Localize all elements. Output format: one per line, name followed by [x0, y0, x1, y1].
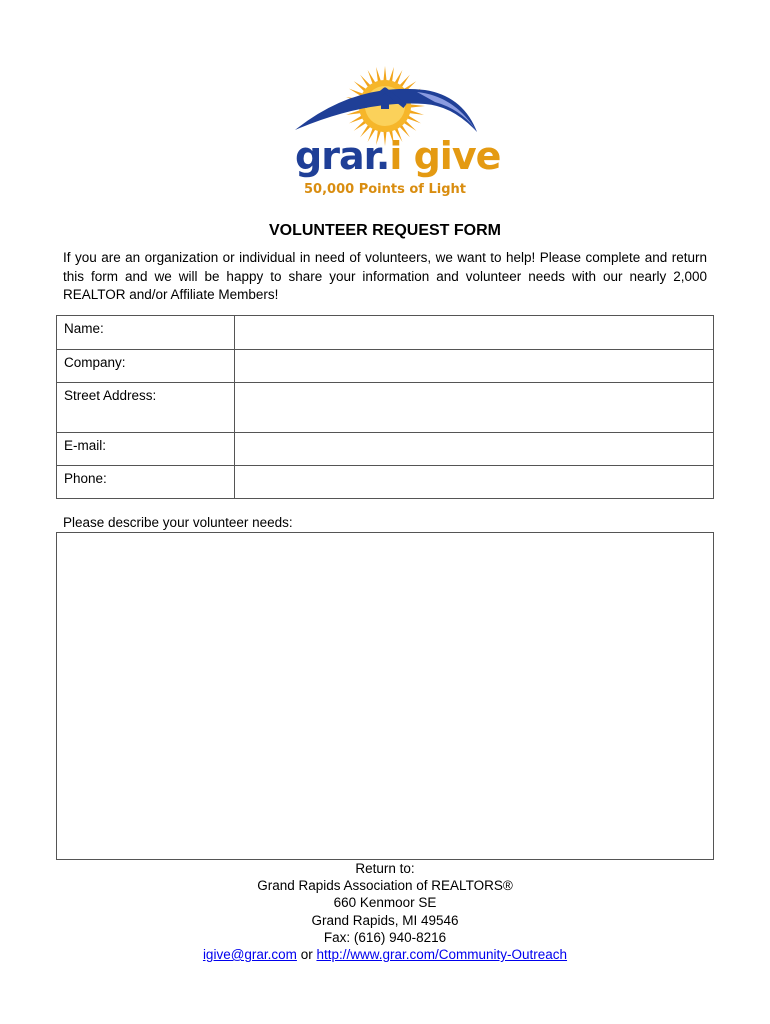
table-row — [57, 466, 714, 499]
email-field[interactable] — [235, 433, 714, 466]
phone-label: Phone: — [57, 466, 235, 499]
table-row — [57, 350, 714, 383]
logo-wordmark — [295, 134, 501, 178]
logo-tagline: 50,000 Points of Light — [304, 182, 466, 197]
volunteer-needs-label: Please describe your volunteer needs: — [63, 515, 293, 530]
grar-igive-logo — [285, 62, 501, 210]
org-name: Grand Rapids Association of REALTORS® — [257, 878, 513, 894]
return-to-label: Return to: — [355, 861, 415, 876]
intro-paragraph: If you are an organization or individual in need of volunteers, we want to help! Please complete and return this form and we will be happy to share your information and volunteer needs with our nearly 2,000 REALTOR and/or Affiliate Members! — [63, 250, 707, 302]
volunteer-needs-field[interactable] — [56, 532, 714, 860]
logo-word-igive: i give — [389, 134, 501, 178]
fax-line: Fax: (616) 940-8216 — [323, 929, 447, 945]
or-text: or — [296, 947, 317, 963]
email-label: E-mail: — [57, 433, 235, 466]
table-row — [57, 383, 714, 433]
company-field[interactable] — [235, 350, 714, 383]
name-field[interactable] — [235, 316, 714, 350]
phone-field[interactable] — [235, 466, 714, 499]
return-address — [0, 860, 770, 963]
name-label: Name: — [57, 316, 235, 350]
contact-links — [0, 946, 770, 963]
contact-info-table — [56, 315, 714, 499]
table-row — [57, 433, 714, 466]
logo-word-grar: grar. — [295, 134, 390, 178]
form-title: VOLUNTEER REQUEST FORM — [268, 222, 501, 239]
company-label: Company: — [57, 350, 235, 383]
website-link[interactable]: http://www.grar.com/Community-Outreach — [316, 947, 568, 963]
street-line: 660 Kenmoor SE — [333, 895, 437, 911]
email-link[interactable]: igive@grar.com — [202, 947, 297, 963]
street-address-label: Street Address: — [57, 383, 235, 433]
table-row — [57, 316, 714, 350]
city-line: Grand Rapids, MI 49546 — [311, 912, 459, 928]
street-address-field[interactable] — [235, 383, 714, 433]
